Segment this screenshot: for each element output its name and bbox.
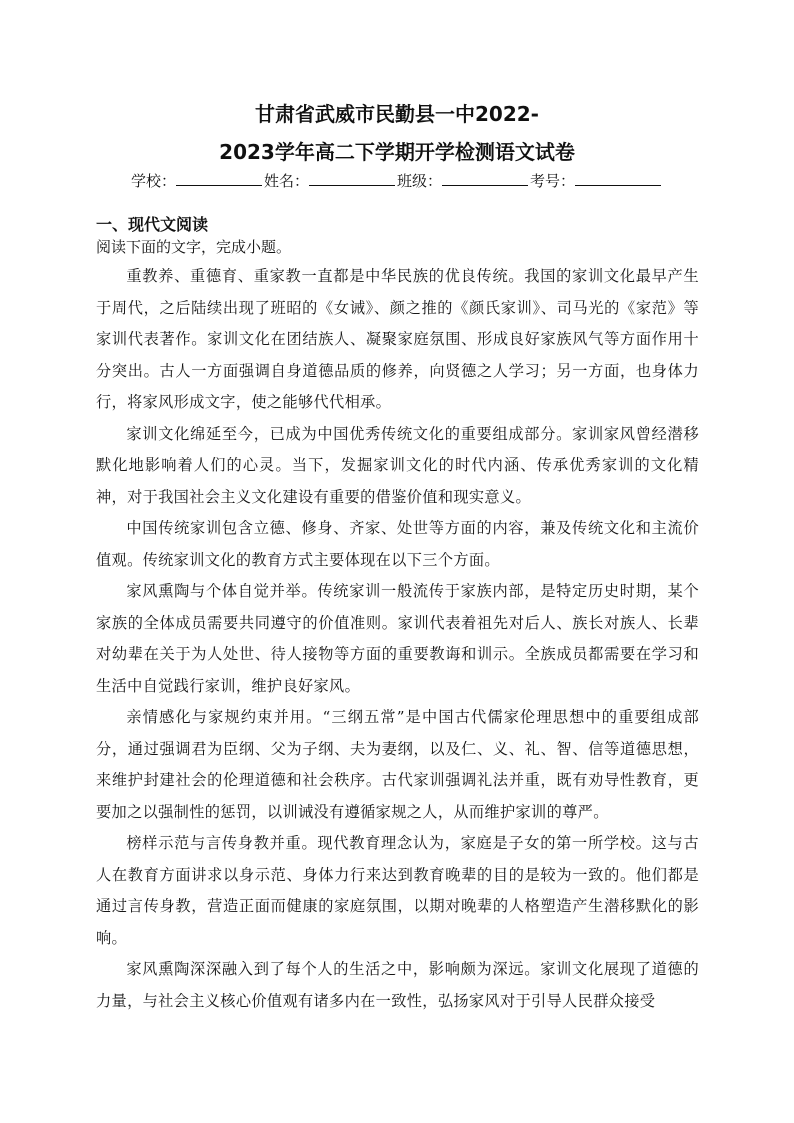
school-label: 学校： — [130, 172, 176, 190]
reading-passage — [96, 261, 699, 1017]
exam-title-line-1: 甘肃省武威市民勤县一中2022- — [255, 102, 539, 126]
passage-paragraph-4: 家风熏陶与个体自觉并举。传统家训一般流传于家族内部，是特定历史时期，某个家族的全体成员需要共同遵守的价值准则。家训代表着祖先对后人、族长对族人、长辈对幼辈在关于为人处世、待人接物等方面的重要教诲和训示。全族成员都需要在学习和生活中自觉践行家训，维护良好家风。 — [96, 582, 699, 695]
passage-paragraph-3: 中国传统家训包含立德、修身、齐家、处世等方面的内容，兼及传统文化和主流价值观。传统家训文化的教育方式主要体现在以下三个方面。 — [96, 519, 699, 569]
exam-number-field — [530, 171, 663, 191]
passage-paragraph-1: 重教养、重德育、重家教一直都是中华民族的优良传统。我国的家训文化最早产生于周代，之后陆续出现了班昭的《女诫》、颜之推的《颜氏家训》、司马光的《家范》等家训代表著作。家训文化在团结族人、凝聚家庭氛围、形成良好家族风气等方面作用十分突出。古人一方面强调自身道德品质的修养，向贤德之人学习；另一方面，也身体力行，将家风形成文字，使之能够代代相承。 — [96, 267, 699, 411]
class-blank — [442, 171, 528, 186]
section-title: 一、现代文阅读 — [96, 215, 209, 234]
school-blank — [176, 171, 262, 186]
passage-paragraph-5: 亲情感化与家规约束并用。“三纲五常”是中国古代儒家伦理思想中的重要组成部分，通过强调君为臣纲、父为子纲、夫为妻纲，以及仁、义、礼、智、信等道德思想，来维护封建社会的伦理道德和社会秩序。古代家训强调礼法并重，既有劝导性教育，更要加之以强制性的惩罚，以训诫没有遵循家规之人，从而维护家训的尊严。 — [96, 708, 699, 821]
passage-paragraph-7: 家风熏陶深深融入到了每个人的生活之中，影响颇为深远。家训文化展现了道德的力量，与社会主义核心价值观有诸多内在一致性，弘扬家风对于引导人民群众接受 — [96, 960, 699, 1010]
exam-number-label: 考号： — [530, 172, 576, 190]
exam-title-line-2: 2023学年高二下学期开学检测语文试卷 — [219, 140, 575, 164]
student-info-row — [0, 171, 794, 191]
passage-paragraph-2: 家训文化绵延至今，已成为中国优秀传统文化的重要组成部分。家训家风曾经潜移默化地影响着人们的心灵。当下，发掘家训文化的时代内涵、传承优秀家训的文化精神，对于我国社会主义文化建设有重要的借鉴价值和现实意义。 — [96, 424, 699, 506]
school-field — [131, 171, 264, 191]
class-field — [397, 171, 530, 191]
name-label: 姓名： — [263, 172, 309, 190]
class-label: 班级： — [397, 172, 443, 190]
name-blank — [309, 171, 395, 186]
exam-number-blank — [575, 171, 661, 186]
reading-instruction: 阅读下面的文字，完成小题。 — [96, 238, 292, 256]
passage-paragraph-6: 榜样示范与言传身教并重。现代教育理念认为，家庭是子女的第一所学校。这与古人在教育方面讲求以身示范、身体力行来达到教育晚辈的目的是较为一致的。他们都是通过言传身教，营造正面而健康的家庭氛围，以期对晚辈的人格塑造产生潜移默化的影响。 — [96, 834, 699, 947]
name-field — [264, 171, 397, 191]
